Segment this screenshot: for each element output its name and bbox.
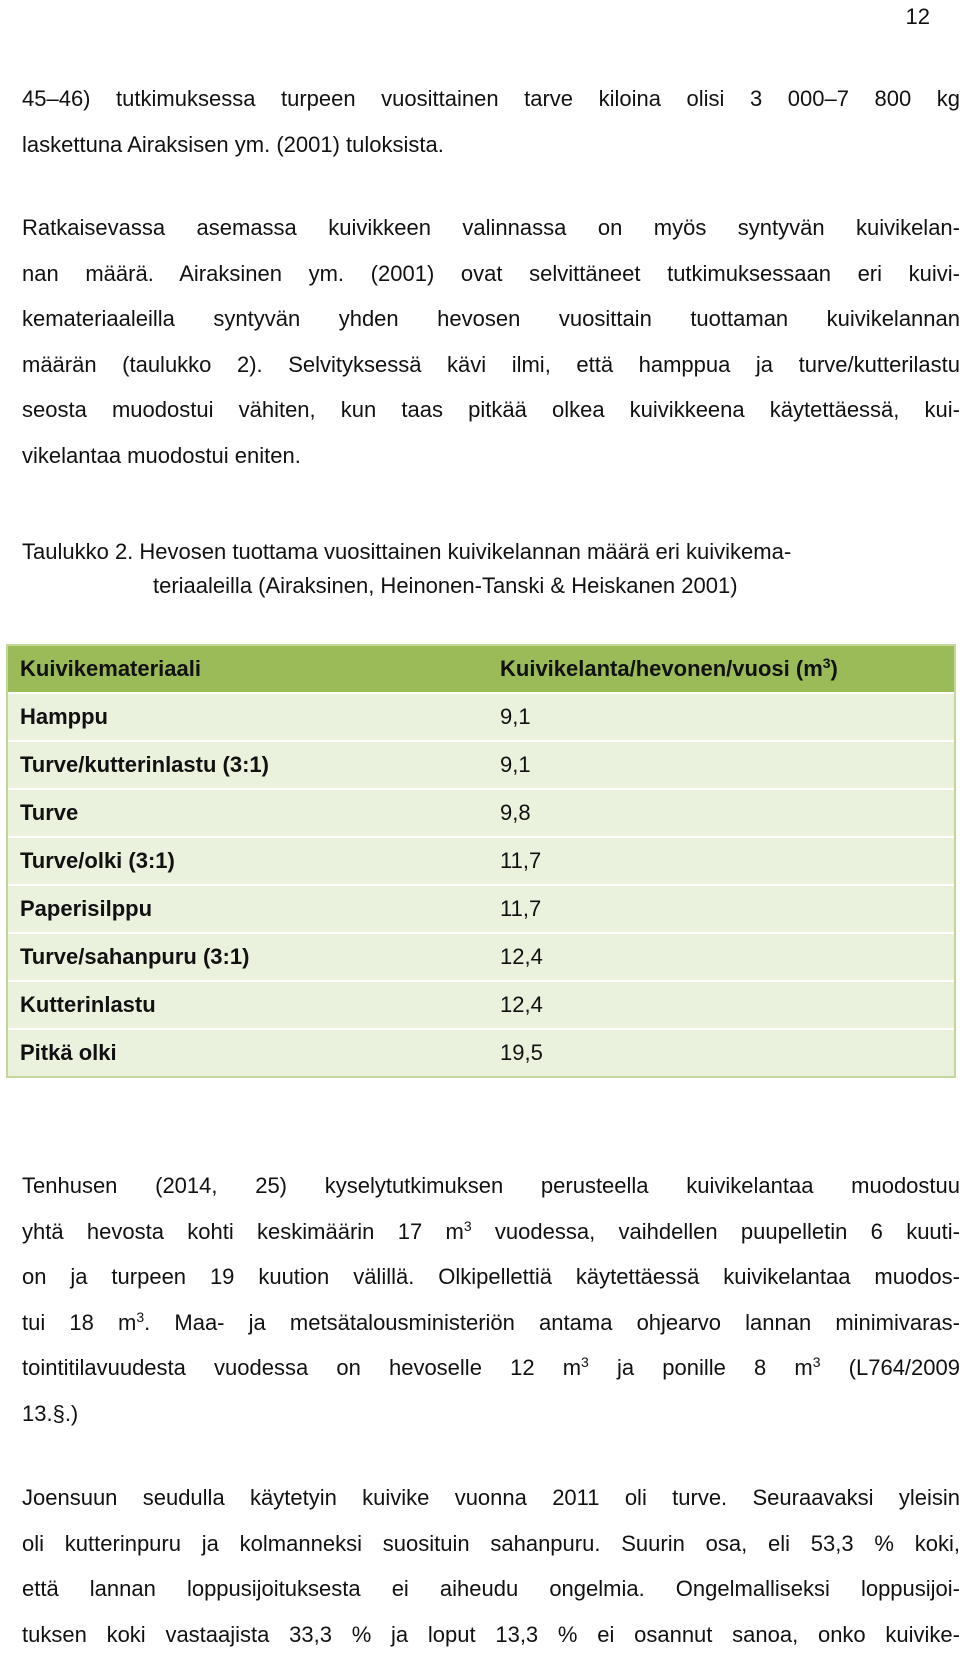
table-row (8, 885, 954, 933)
caption-line-2: teriaaleilla (Airaksinen, Heinonen-Tanski & Heiskanen 2001) (22, 569, 960, 603)
text-line: 45–46) tutkimuksessa turpeen vuosittainen tarve kiloina olisi 3 000–7 800 kg (22, 76, 960, 122)
amount-cell: 9,1 (488, 693, 954, 741)
text-line: että lannan loppusijoituksesta ei aiheudu ongelmia. Ongelmalliseksi loppusijoi- (22, 1566, 960, 1612)
table-row (8, 741, 954, 789)
material-cell: Turve/olki (3:1) (8, 837, 488, 885)
text-line: Ratkaisevassa asemassa kuivikkeen valinnassa on myös syntyvän kuivikelan- (22, 205, 960, 251)
paragraph-2 (22, 205, 960, 478)
paragraph-4 (22, 1475, 960, 1657)
material-cell: Hamppu (8, 693, 488, 741)
text-line: Joensuun seudulla käytetyin kuivike vuonna 2011 oli turve. Seuraavaksi yleisin (22, 1475, 960, 1521)
table-row (8, 933, 954, 981)
text-line: oli kutterinpuru ja kolmanneksi suosituin sahanpuru. Suurin osa, eli 53,3 % koki, (22, 1521, 960, 1567)
caption-line-1: Taulukko 2. Hevosen tuottama vuosittainen kuivikelannan määrä eri kuivikema- (22, 535, 960, 569)
text-line: 13.§.) (22, 1391, 960, 1437)
table-row (8, 1029, 954, 1076)
table-row (8, 837, 954, 885)
table-row (8, 981, 954, 1029)
paragraph-1 (22, 76, 960, 167)
paragraph-3 (22, 1163, 960, 1436)
text-line: määrän (taulukko 2). Selvityksessä kävi ilmi, että hamppua ja turve/kutterilastu (22, 342, 960, 388)
amount-cell: 11,7 (488, 837, 954, 885)
material-cell: Turve/sahanpuru (3:1) (8, 933, 488, 981)
table-row (8, 789, 954, 837)
table-caption (22, 535, 960, 603)
page-number: 12 (906, 4, 930, 30)
amount-cell: 12,4 (488, 981, 954, 1029)
table-row (8, 693, 954, 741)
text-line: Tenhusen (2014, 25) kyselytutkimuksen perusteella kuivikelantaa muodostuu (22, 1163, 960, 1209)
material-cell: Turve (8, 789, 488, 837)
text-line: seosta muodostui vähiten, kun taas pitkää olkea kuivikkeena käytettäessä, kui- (22, 387, 960, 433)
material-cell: Kutterinlastu (8, 981, 488, 1029)
amount-cell: 19,5 (488, 1029, 954, 1076)
text-line: kemateriaaleilla syntyvän yhden hevosen vuosittain tuottaman kuivikelannan (22, 296, 960, 342)
header-material: Kuivikemateriaali (8, 646, 488, 693)
material-cell: Paperisilppu (8, 885, 488, 933)
text-line: laskettuna Airaksisen ym. (2001) tuloksista. (22, 122, 960, 168)
text-line: tointitilavuudesta vuodessa on hevoselle 12 $m^3$ ja ponille 8 $m^3$ (L764/2009 (22, 1345, 960, 1391)
bedding-table (8, 646, 954, 1076)
text-line: yhtä hevosta kohti keskimäärin 17 $m^3$ vuodessa, vaihdellen puupelletin 6 kuuti- (22, 1209, 960, 1255)
text-line: tuksen koki vastaajista 33,3 % ja loput 13,3 % ei osannut sanoa, onko kuivike- (22, 1612, 960, 1657)
amount-cell: 9,1 (488, 741, 954, 789)
amount-cell: 11,7 (488, 885, 954, 933)
table-header-row (8, 646, 954, 693)
text-line: vikelantaa muodostui eniten. (22, 433, 960, 479)
material-cell: Pitkä olki (8, 1029, 488, 1076)
header-amount: Kuivikelanta/hevonen/vuosi $(m^3)$ (488, 646, 954, 693)
amount-cell: 9,8 (488, 789, 954, 837)
text-line: nan määrä. Airaksinen ym. (2001) ovat selvittäneet tutkimuksessaan eri kuivi- (22, 251, 960, 297)
text-line: tui 18 $m^3$. Maa- ja metsätalousministeriön antama ohjearvo lannan minimivaras- (22, 1300, 960, 1346)
text-line: on ja turpeen 19 kuution välillä. Olkipellettiä käytettäessä kuivikelantaa muodos- (22, 1254, 960, 1300)
amount-cell: 12,4 (488, 933, 954, 981)
material-cell: Turve/kutterinlastu (3:1) (8, 741, 488, 789)
